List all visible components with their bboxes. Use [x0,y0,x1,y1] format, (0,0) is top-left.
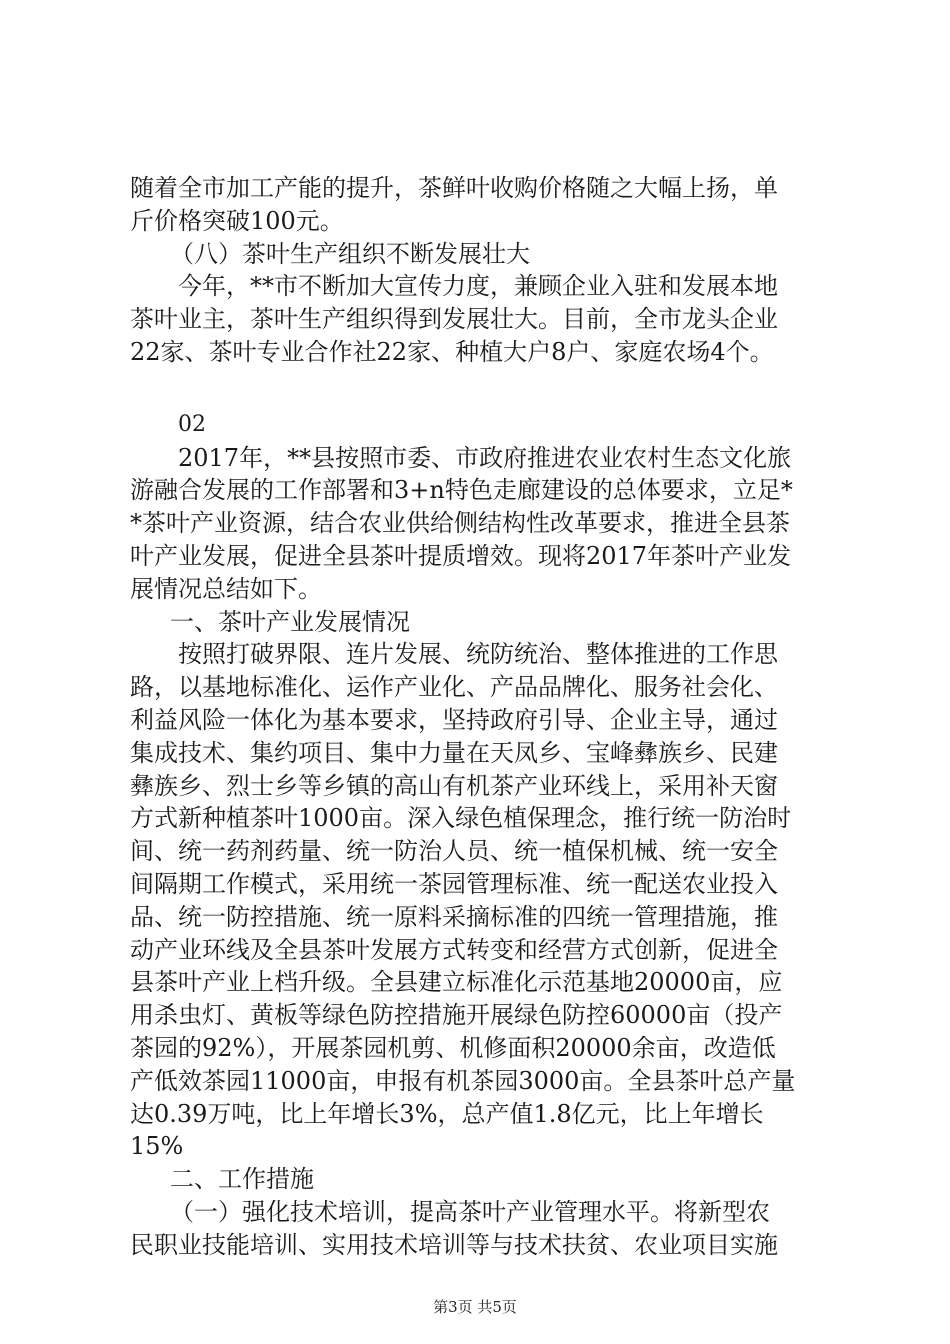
body-line: 方式新种植茶叶1000亩。深入绿色植保理念，推行统一防治时 [130,804,792,833]
body-line: 达0.39万吨，比上年增长3%，总产值1.8亿元，比上年增长 [130,1099,764,1128]
body-line: 游融合发展的工作部署和3+n特色走廊建设的总体要求，立足* [130,476,793,505]
body-line: 茶叶业主，茶叶生产组织得到发展壮大。目前，全市龙头企业 [130,305,778,334]
body-line: 今年，**市不断加大宣传力度，兼顾企业入驻和发展本地 [178,272,778,301]
body-line: 民职业技能培训、实用技术培训等与技术扶贫、农业项目实施 [130,1230,778,1259]
body-line: 产低效茶园11000亩，申报有机茶园3000亩。全县茶叶总产量 [130,1066,796,1095]
section-heading: 二、工作措施 [170,1165,314,1194]
paragraph-gap [130,369,835,409]
body-line: 按照打破界限、连片发展、统防统治、整体推进的工作思 [178,640,778,669]
body-line: （一）强化技术培训，提高茶叶产业管理水平。将新型农 [170,1197,770,1226]
body-line: 动产业环线及全县茶叶发展方式转变和经营方式创新，促进全 [130,935,778,964]
subsection-heading: （八）茶叶生产组织不断发展壮大 [170,239,530,268]
body-line: 叶产业发展，促进全县茶叶提质增效。现将2017年茶叶产业发 [130,541,792,570]
section-heading: 一、茶叶产业发展情况 [170,607,410,636]
document-body [130,172,835,1262]
body-line: 彝族乡、烈士乡等乡镇的高山有机茶产业环线上，采用补天窗 [130,771,778,800]
body-line: 斤价格突破100元。 [130,206,344,235]
body-line: 随着全市加工产能的提升，茶鲜叶收购价格随之大幅上扬，单 [130,174,778,202]
page-footer: 第3页 共5页 [433,1298,517,1316]
body-line: 展情况总结如下。 [130,574,322,603]
section-marker: 02 [178,411,206,437]
body-line: 间、统一药剂药量、统一防治人员、统一植保机械、统一安全 [130,837,778,866]
body-line: 15% [130,1132,184,1161]
body-line: *茶叶产业资源，结合农业供给侧结构性改革要求，推进全县茶 [130,509,790,538]
body-line: 品、统一防控措施、统一原料采摘标准的四统一管理措施，推 [130,902,778,931]
body-line: 22家、茶叶专业合作社22家、种植大户8户、家庭农场4个。 [130,337,774,366]
body-line: 茶园的92%），开展茶园机剪、机修面积20000余亩，改造低 [130,1033,776,1062]
body-line: 利益风险一体化为基本要求，坚持政府引导、企业主导，通过 [130,705,778,734]
body-line: 集成技术、集约项目、集中力量在天凤乡、宝峰彝族乡、民建 [130,738,778,767]
body-line: 2017年，**县按照市委、市政府推进农业农村生态文化旅 [178,443,792,472]
body-line: 县茶叶产业上档升级。全县建立标准化示范基地20000亩，应 [130,968,783,997]
body-line: 路，以基地标准化、运作产业化、产品品牌化、服务社会化、 [130,673,778,702]
body-line: 间隔期工作模式，采用统一茶园管理标准、统一配送农业投入 [130,869,778,898]
body-line: 用杀虫灯、黄板等绿色防控措施开展绿色防控60000亩（投产 [130,1001,783,1030]
